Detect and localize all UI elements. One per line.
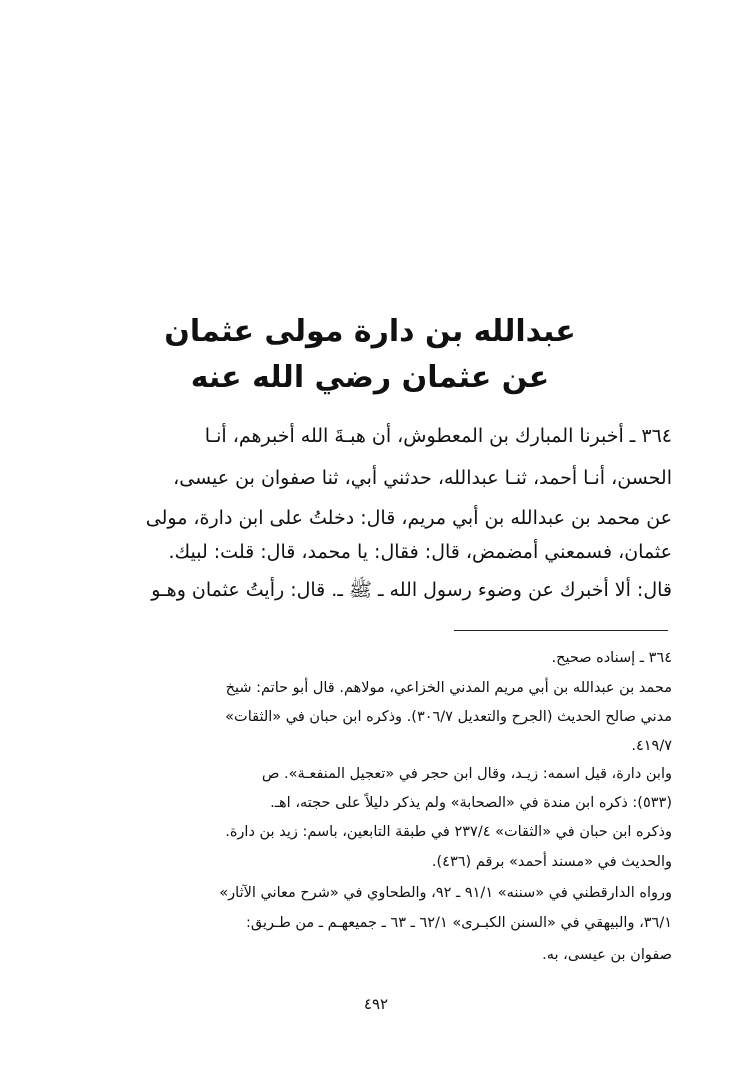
footnote-line: والحديث في «مسند أحمد» برقم (٤٣٦). — [431, 854, 672, 870]
footnote-line: ورواه الدارقطني في «سننه» ٩١/١ ـ ٩٢، والطحاوي في «شرح معاني الآثار» — [219, 885, 672, 901]
footnote-line: ٣٦/١، والبيهقي في «السنن الكبـرى» ٦٢/١ ـ ٦٣ ـ جميعهـم ـ من طـريق: — [245, 915, 672, 931]
main-text-line: ٣٦٤ ـ أخبرنا المبارك بن المعطوش، أن هبـةَ الله أخبرهم، أنـا — [204, 425, 672, 447]
main-text-line: الحسن، أنـا أحمد، ثنـا عبدالله، حدثني أبي، ثنا صفوان بن عيسى، — [173, 467, 672, 489]
footnote-line: وذكره ابن حبان في «الثقات» ٢٣٧/٤ في طبقة التابعين، باسم: زيد بن دارة. — [225, 824, 672, 840]
page-number: ٤٩٢ — [363, 995, 389, 1013]
footnote-line: صفوان بن عيسى، به. — [542, 947, 672, 963]
footnote-divider — [454, 630, 668, 631]
main-text-line: عثمان، فسمعني أمضمض، قال: فقال: يا محمد، قال: قلت: لبيك. — [168, 541, 672, 563]
footnote-line: محمد بن عبدالله بن أبي مريم المدني الخزاعي، مولاهم. قال أبو حاتم: شيخ — [225, 680, 672, 696]
main-text-line: عن محمد بن عبدالله بن أبي مريم، قال: دخلتُ على ابن دارة، مولى — [145, 507, 672, 529]
chapter-subtitle: عن عثمان رضي الله عنه — [190, 360, 550, 395]
main-text-line: قال: ألا أخبرك عن وضوء رسول الله ـ ﷺ ـ. قال: رأيتُ عثمان وهـو — [151, 579, 672, 601]
footnote-line: ٤١٩/٧. — [631, 738, 672, 754]
footnote-line: مدني صالح الحديث (الجرح والتعديل ٣٠٦/٧). وذكره ابن حبان في «الثقات» — [225, 709, 672, 725]
footnote-line: وابن دارة، قيل اسمه: زيـد، وقال ابن حجر في «تعجيل المنفعـة». ص — [261, 766, 672, 782]
chapter-title: عبدالله بن دارة مولى عثمان — [164, 314, 576, 349]
footnote-line: ٣٦٤ ـ إسناده صحيح. — [551, 650, 672, 666]
footnote-line: (٥٣٣): ذكره ابن مندة في «الصحابة» ولم يذكر دليلاً على حجته، اهـ. — [270, 795, 672, 811]
